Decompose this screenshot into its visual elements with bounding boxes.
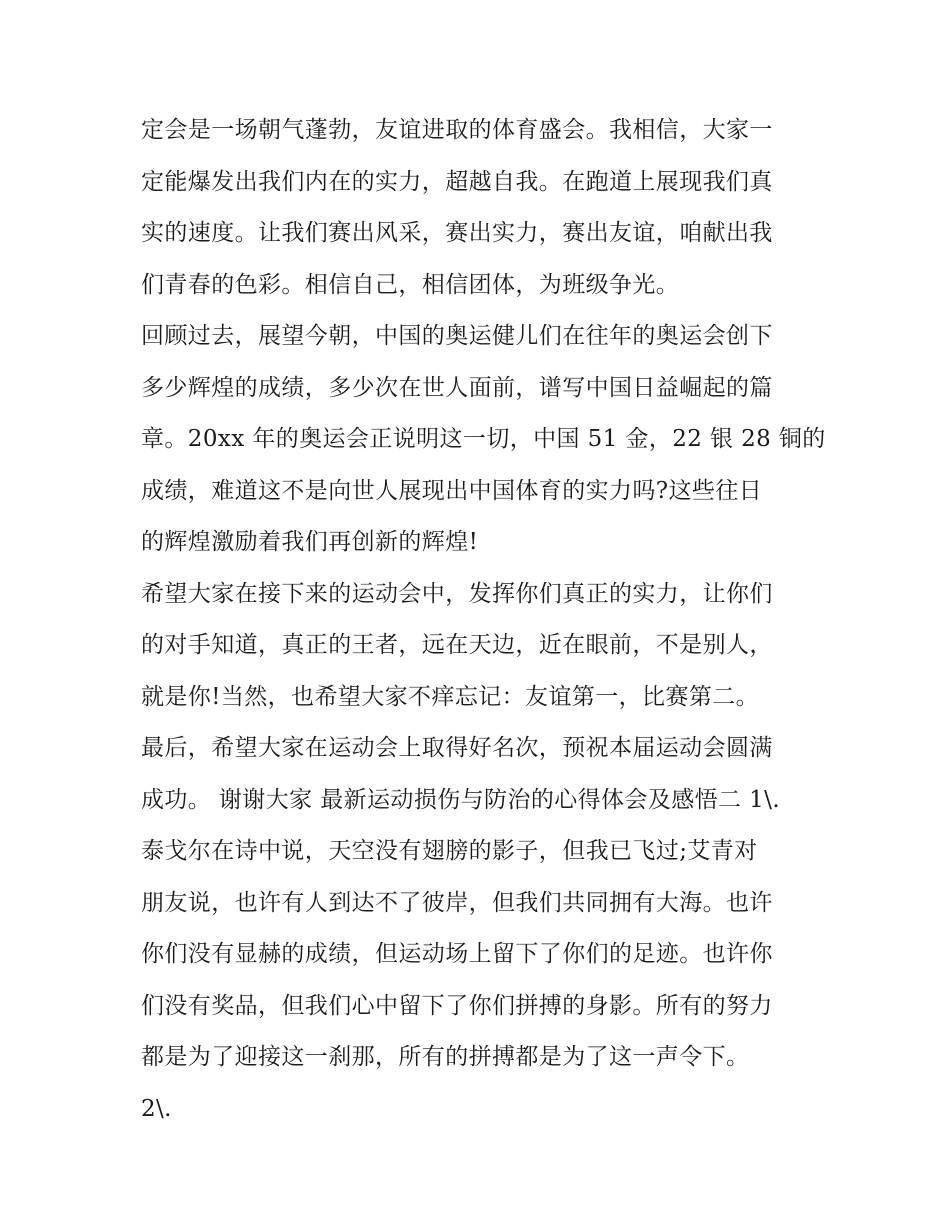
text-line: 回顾过去，展望今朝，中国的奥运健儿们在往年的奥运会创下 — [141, 323, 773, 349]
text-line: 就是你!当然，也希望大家不痒忘记：友谊第一，比赛第二。 — [141, 683, 760, 710]
text-line: 章。20xx 年的奥运会正说明这一切，中国 51 金，22 银 28 铜的 — [141, 426, 826, 452]
text-line: 2\. — [141, 1095, 172, 1122]
text-line: 们青春的色彩。相信自己，相信团体，为班级争光。 — [141, 271, 680, 298]
text-line: 最后，希望大家在运动会上取得好名次，预祝本届运动会圆满 — [141, 735, 773, 761]
document-body — [141, 105, 826, 1135]
text-line: 多少辉煌的成绩，多少次在世人面前，谱写中国日益崛起的篇 — [141, 374, 773, 401]
text-line: 朋友说，也许有人到达不了彼岸，但我们共同拥有大海。也许 — [141, 889, 773, 916]
text-line: 实的速度。让我们赛出风采，赛出实力，赛出友谊，咱献出我 — [141, 220, 773, 246]
text-line: 的辉煌激励着我们再创新的辉煌! — [141, 529, 479, 555]
text-line: 希望大家在接下来的运动会中，发挥你们真正的实力，让你们 — [141, 580, 773, 607]
text-line: 定会是一场朝气蓬勃，友谊进取的体育盛会。我相信，大家一 — [141, 117, 773, 143]
text-line: 们没有奖品，但我们心中留下了你们拼搏的身影。所有的努力 — [141, 992, 773, 1019]
text-line: 都是为了迎接这一刹那，所有的拼搏都是为了这一声令下。 — [141, 1044, 750, 1070]
text-line: 泰戈尔在诗中说，天空没有翅膀的影子，但我已飞过;艾青对 — [141, 838, 758, 864]
text-line: 的对手知道，真正的王者，远在天边，近在眼前，不是别人， — [141, 632, 773, 658]
text-line: 你们没有显赫的成绩，但运动场上留下了你们的足迹。也许你 — [141, 941, 773, 967]
text-line: 定能爆发出我们内在的实力，超越自我。在跑道上展现我们真 — [141, 168, 773, 195]
text-line: 成功。 谢谢大家 最新运动损伤与防治的心得体会及感悟二 1\. — [141, 786, 781, 813]
text-line: 成绩，难道这不是向世人展现出中国体育的实力吗?这些往日 — [141, 477, 763, 504]
